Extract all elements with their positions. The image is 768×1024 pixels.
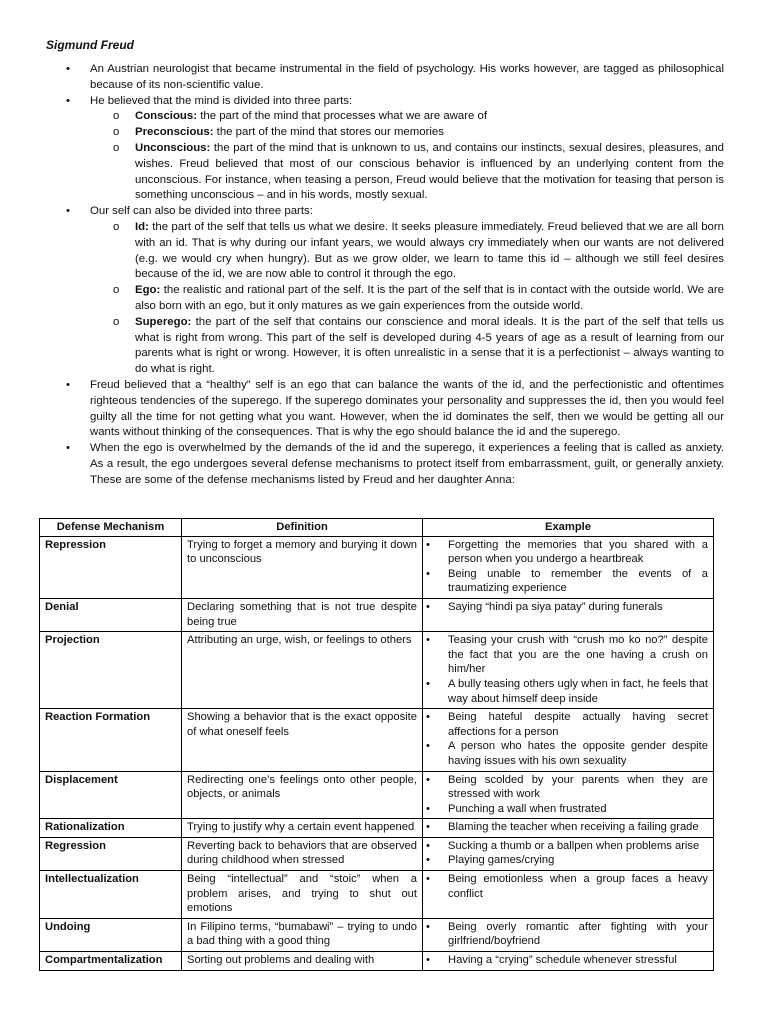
table-row bbox=[40, 598, 714, 631]
example-text: A bully teasing others ugly when in fact, he feels that way about himself deep inside bbox=[448, 677, 708, 705]
example-text: A person who hates the opposite gender despite having issues with his own sexuality bbox=[448, 740, 708, 767]
example-cell bbox=[423, 918, 714, 951]
mechanism-cell: Repression bbox=[40, 536, 182, 598]
mechanism-cell: Rationalization bbox=[40, 819, 182, 838]
table-row bbox=[40, 709, 714, 771]
definition-cell: Showing a behavior that is the exact opposite of what oneself feels bbox=[182, 709, 423, 771]
sub-list-item bbox=[113, 220, 724, 283]
term-description: the realistic and rational part of the self. It is the part of the self that is in contact with the outside world. We are also born with an ego, but it only matures as we gain experiences from the outside world. bbox=[135, 284, 724, 312]
example-text: Having a “crying” schedule whenever stressful bbox=[448, 954, 677, 967]
example-item bbox=[428, 853, 708, 868]
example-text: Playing games/crying bbox=[448, 854, 555, 867]
table-header-row bbox=[40, 519, 714, 537]
example-item bbox=[428, 820, 708, 835]
definition-cell: Being “intellectual” and “stoic” when a problem arises, and trying to shut out emotions bbox=[182, 871, 423, 919]
mechanism-cell: Regression bbox=[40, 837, 182, 870]
table-row bbox=[40, 952, 714, 971]
example-text: Being unable to remember the events of a traumatizing experience bbox=[448, 567, 708, 595]
example-item bbox=[428, 773, 708, 802]
example-item bbox=[428, 710, 708, 739]
definition-cell: Declaring something that is not true despite being true bbox=[182, 598, 423, 631]
example-cell bbox=[423, 771, 714, 819]
example-text: Blaming the teacher when receiving a failing grade bbox=[448, 821, 699, 834]
table-row bbox=[40, 536, 714, 598]
bullet-text: He believed that the mind is divided into three parts: bbox=[90, 94, 353, 107]
term: Ego: bbox=[135, 284, 161, 297]
list-item bbox=[64, 62, 724, 94]
bullet-icon: • bbox=[426, 821, 430, 834]
circle-bullet-icon: o bbox=[113, 315, 120, 328]
bullet-icon: • bbox=[426, 634, 430, 647]
example-text: Saying “hindi pa siya patay” during funerals bbox=[448, 600, 663, 613]
bullet-icon: • bbox=[66, 378, 70, 391]
example-cell bbox=[423, 871, 714, 919]
bullet-icon: • bbox=[426, 920, 430, 933]
bullet-icon: • bbox=[426, 854, 430, 867]
term-description: the part of the self that contains our conscience and moral ideals. It is the part of the self that tells us what is right from wrong. This part of the self is developed during 4-5 years of age as a result of learning from our parents what is right or wrong. However, it is often unrealistic in a sense that it is a perfectionist – always wanting to do what is right. bbox=[135, 315, 724, 376]
example-text: Teasing your crush with “crush mo ko no?” despite the fact that you are the one having a crush on him/her bbox=[448, 634, 708, 676]
example-item bbox=[428, 538, 708, 567]
list-item bbox=[64, 378, 724, 441]
example-text: Being hateful despite actually having secret affections for a person bbox=[448, 711, 708, 738]
mechanism-cell: Intellectualization bbox=[40, 871, 182, 919]
term-description: the part of the self that tells us what we desire. It seeks pleasure immediately. Freud believed that we are all born with an id. That is why during our infant years, we would always cry immediately when our wants are not delivered (e.g. we would cry when hungry). But as we grow older, we learn to tame this id – although we still feel desires because of the id, we are now able to control it through the ego. bbox=[135, 220, 724, 281]
circle-bullet-icon: o bbox=[113, 141, 120, 154]
bullet-icon: • bbox=[66, 63, 70, 75]
mechanism-cell: Reaction Formation bbox=[40, 709, 182, 771]
example-item bbox=[428, 839, 708, 854]
definition-cell: Trying to forget a memory and burying it down to unconscious bbox=[182, 536, 423, 598]
bullet-icon: • bbox=[426, 839, 430, 852]
table-row bbox=[40, 837, 714, 870]
definition-cell: Sorting out problems and dealing with bbox=[182, 952, 423, 971]
table-row bbox=[40, 871, 714, 919]
mechanism-cell: Projection bbox=[40, 632, 182, 709]
example-cell bbox=[423, 819, 714, 838]
bullet-text: Our self can also be divided into three parts: bbox=[90, 205, 313, 218]
definition-cell: Redirecting one’s feelings onto other people, objects, or animals bbox=[182, 771, 423, 819]
table-body bbox=[40, 536, 714, 970]
bullet-text: When the ego is overwhelmed by the demands of the id and the superego, it experiences a feeling that is called as anxiety. As a result, the ego undergoes several defense mechanisms to protect itself from embarrassment, guilt, or generally anxiety. These are some of the defense mechanisms listed by Freud and her daughter Anna: bbox=[90, 442, 724, 486]
example-cell bbox=[423, 837, 714, 870]
main-bullet-list bbox=[64, 62, 724, 489]
term: Superego: bbox=[135, 315, 192, 328]
term: Preconscious: bbox=[135, 126, 214, 139]
bullet-text: Freud believed that a “healthy” self is an ego that can balance the wants of the id, and the perfectionistic and oftentimes righteous tendencies of the superego. If the superego dominates your personality and suppresses the id, then you would feel guilty all the time for not getting what you want. However, when the id dominates the self, then we would be getting all our wants without thinking of the consequences. That is why the ego should balance the id and the superego. bbox=[90, 378, 724, 439]
mechanism-cell: Denial bbox=[40, 598, 182, 631]
page-title: Sigmund Freud bbox=[46, 38, 134, 52]
bullet-icon: • bbox=[426, 711, 430, 724]
example-cell bbox=[423, 709, 714, 771]
table-row bbox=[40, 771, 714, 819]
circle-bullet-icon: o bbox=[113, 220, 120, 233]
list-item bbox=[64, 441, 724, 488]
bullet-icon: • bbox=[426, 740, 430, 753]
sub-list-item bbox=[113, 125, 724, 141]
column-header: Definition bbox=[182, 519, 423, 537]
sub-list-item bbox=[113, 283, 724, 315]
example-text: Forgetting the memories that you shared with a person when you undergo a heartbreak bbox=[448, 538, 708, 566]
example-text: Being emotionless when a group faces a heavy conflict bbox=[448, 873, 708, 900]
example-cell bbox=[423, 536, 714, 598]
circle-bullet-icon: o bbox=[113, 126, 120, 139]
sub-list-item bbox=[113, 109, 724, 125]
bullet-text: An Austrian neurologist that became instrumental in the field of psychology. His works however, are tagged as philosophical because of its non-scientific value. bbox=[90, 63, 724, 91]
example-item bbox=[428, 802, 708, 817]
term: Unconscious: bbox=[135, 141, 211, 154]
example-item bbox=[428, 920, 708, 949]
example-cell bbox=[423, 632, 714, 709]
bullet-icon: • bbox=[426, 600, 430, 613]
term-description: the part of the mind that is unknown to us, and contains our instincts, sexual desires, pleasures, and wishes. Freud believed that most of our conscious behavior is influenced by an underlying content from the unconscious. For instance, when teasing a person, Freud would believe that the motivation for teasing that person is something unconscious – and in his words, mostly sexual. bbox=[135, 141, 724, 202]
bullet-icon: • bbox=[426, 677, 430, 690]
term-description: the part of the mind that stores our memories bbox=[213, 126, 444, 139]
circle-bullet-icon: o bbox=[113, 110, 120, 123]
example-cell bbox=[423, 952, 714, 971]
example-item bbox=[428, 677, 708, 706]
example-item bbox=[428, 953, 708, 968]
example-text: Being overly romantic after fighting with your girlfriend/boyfriend bbox=[448, 920, 708, 948]
body-text bbox=[64, 62, 724, 489]
definition-cell: Reverting back to behaviors that are observed during childhood when stressed bbox=[182, 837, 423, 870]
circle-bullet-icon: o bbox=[113, 284, 120, 297]
example-cell bbox=[423, 598, 714, 631]
column-header: Defense Mechanism bbox=[40, 519, 182, 537]
table-row bbox=[40, 819, 714, 838]
example-item bbox=[428, 600, 708, 615]
definition-cell: In Filipino terms, “bumabawi” – trying to undo a bad thing with a good thing bbox=[182, 918, 423, 951]
defense-mechanism-table bbox=[39, 518, 714, 971]
mechanism-cell: Compartmentalization bbox=[40, 952, 182, 971]
example-text: Being scolded by your parents when they are stressed with work bbox=[448, 773, 708, 801]
bullet-icon: • bbox=[426, 954, 430, 967]
example-text: Punching a wall when frustrated bbox=[448, 802, 607, 815]
table-row bbox=[40, 632, 714, 709]
term: Id: bbox=[135, 220, 149, 233]
bullet-icon: • bbox=[426, 802, 430, 815]
example-text: Sucking a thumb or a ballpen when problems arise bbox=[448, 839, 700, 852]
example-item bbox=[428, 633, 708, 677]
definition-cell: Attributing an urge, wish, or feelings to others bbox=[182, 632, 423, 709]
term-description: the part of the mind that processes what we are aware of bbox=[197, 110, 488, 123]
bullet-icon: • bbox=[426, 567, 430, 580]
sub-bullet-list bbox=[90, 109, 724, 204]
bullet-icon: • bbox=[426, 773, 430, 786]
term: Conscious: bbox=[135, 110, 198, 123]
bullet-icon: • bbox=[66, 205, 70, 218]
sub-list-item bbox=[113, 141, 724, 204]
bullet-icon: • bbox=[66, 442, 70, 455]
bullet-icon: • bbox=[66, 94, 70, 107]
sub-list-item bbox=[113, 315, 724, 378]
example-item bbox=[428, 739, 708, 768]
example-item bbox=[428, 872, 708, 901]
mechanism-cell: Undoing bbox=[40, 918, 182, 951]
list-item bbox=[64, 94, 724, 205]
sub-bullet-list bbox=[90, 220, 724, 378]
example-item bbox=[428, 567, 708, 596]
bullet-icon: • bbox=[426, 538, 430, 551]
bullet-icon: • bbox=[426, 873, 430, 886]
definition-cell: Trying to justify why a certain event happened bbox=[182, 819, 423, 838]
list-item bbox=[64, 204, 724, 378]
column-header: Example bbox=[423, 519, 714, 537]
table-row bbox=[40, 918, 714, 951]
mechanism-cell: Displacement bbox=[40, 771, 182, 819]
